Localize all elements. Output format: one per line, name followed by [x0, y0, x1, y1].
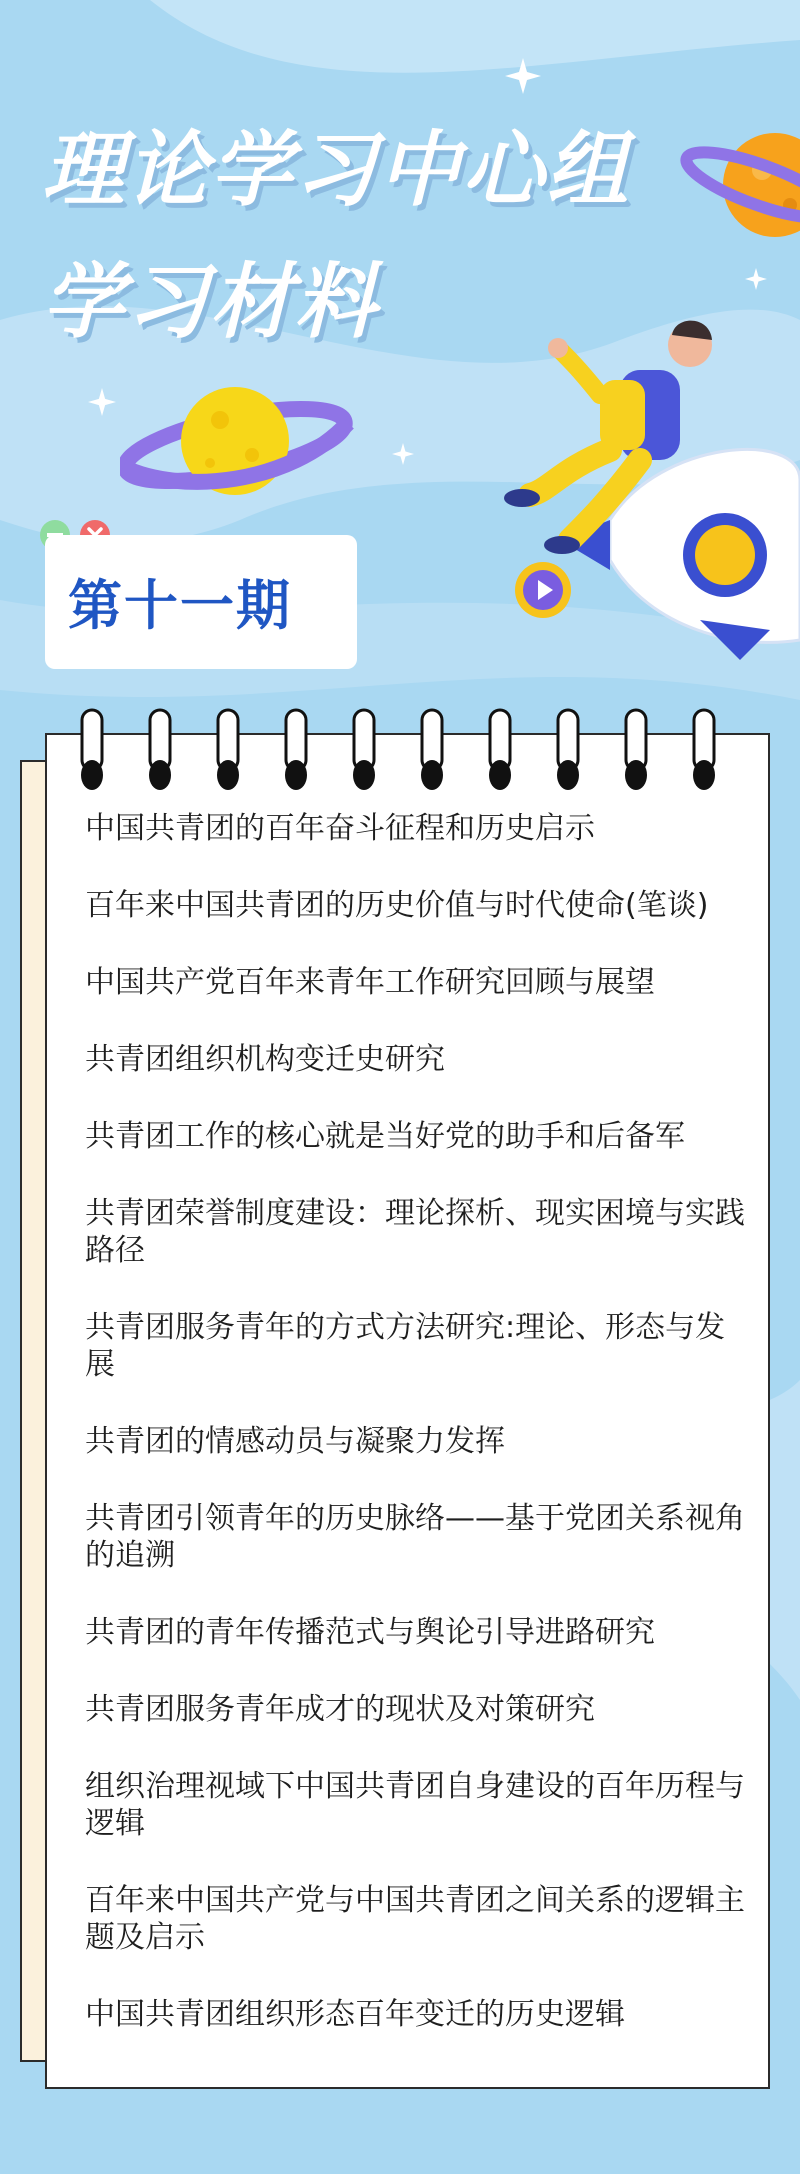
list-item[interactable]: 共青团工作的核心就是当好党的助手和后备军: [85, 1119, 685, 1154]
list-item[interactable]: 共青团服务青年的方式方法研究:理论、形态与发展: [85, 1310, 726, 1382]
spiral-ring: [149, 710, 171, 790]
spiral-ring: [353, 710, 375, 790]
spiral-ring: [557, 710, 579, 790]
list-item[interactable]: 中国共产党百年来青年工作研究回顾与展望: [85, 965, 655, 1000]
list-item[interactable]: 组织治理视域下中国共青团自身建设的百年历程与逻辑: [85, 1769, 745, 1841]
list-item[interactable]: 中国共青团的百年奋斗征程和历史启示: [85, 811, 595, 846]
spiral-ring: [81, 710, 103, 790]
spiral-ring: [489, 710, 511, 790]
list-item[interactable]: 百年来中国共青团的历史价值与时代使命(笔谈): [85, 888, 709, 923]
list-item[interactable]: 共青团的情感动员与凝聚力发挥: [85, 1424, 505, 1459]
issue-label: 第十一期: [68, 574, 292, 637]
spiral-ring: [693, 710, 715, 790]
spiral-ring: [625, 710, 647, 790]
notepad-rings: [0, 0, 800, 800]
list-item[interactable]: 中国共青团组织形态百年变迁的历史逻辑: [85, 1997, 625, 2032]
spiral-ring: [217, 710, 239, 790]
list-item[interactable]: 共青团的青年传播范式与舆论引导进路研究: [85, 1615, 655, 1650]
spiral-ring: [421, 710, 443, 790]
page-title-line-2: 学习材料: [42, 255, 378, 350]
list-item[interactable]: 共青团组织机构变迁史研究: [85, 1042, 445, 1077]
list-item[interactable]: 共青团荣誉制度建设：理论探析、现实困境与实践路径: [85, 1196, 745, 1268]
list-item[interactable]: 共青团引领青年的历史脉络——基于党团关系视角的追溯: [85, 1501, 745, 1573]
spiral-ring: [285, 710, 307, 790]
list-item[interactable]: 百年来中国共产党与中国共青团之间关系的逻辑主题及启示: [85, 1883, 745, 1955]
page-title-line-1: 理论学习中心组: [42, 123, 630, 218]
list-item[interactable]: 共青团服务青年成才的现状及对策研究: [85, 1692, 595, 1727]
